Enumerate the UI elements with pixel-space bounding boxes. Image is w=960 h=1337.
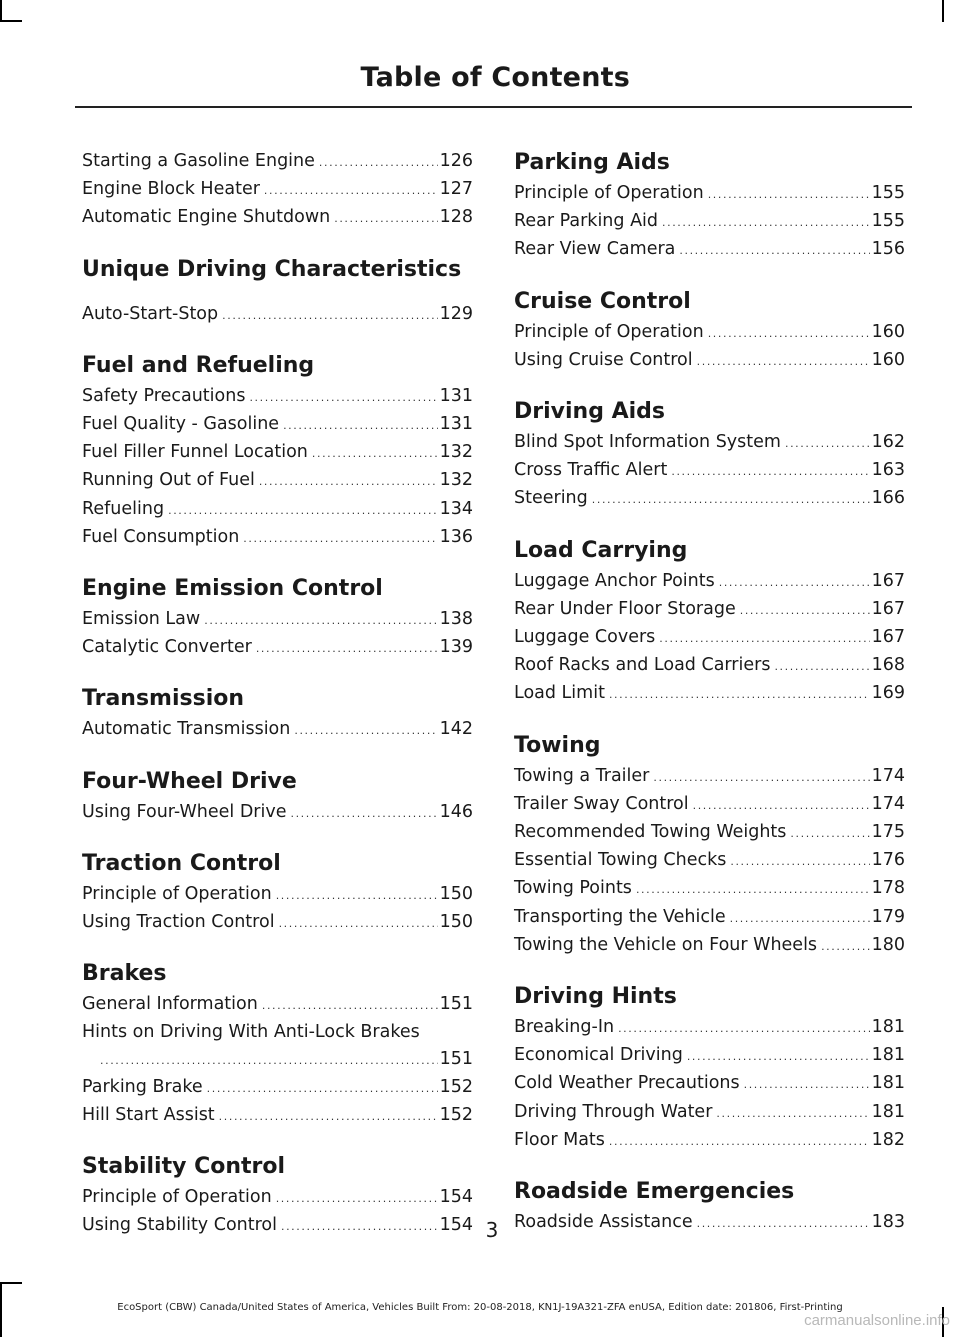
section-heading: Four-Wheel Drive (82, 768, 297, 794)
toc-entry-title: Hints on Driving With Anti-Lock Brakes (82, 1022, 420, 1043)
toc-entry-title: Trailer Sway Control (514, 793, 689, 814)
toc-entry[interactable] (82, 496, 473, 524)
toc-entry[interactable] (82, 1102, 473, 1130)
section-heading: Unique Driving Characteristics (82, 256, 462, 282)
dot-leader (262, 993, 438, 1019)
toc-entry-page: 150 (439, 883, 473, 904)
toc-entry-title: Using Stability Control (82, 1215, 277, 1236)
toc-entry-page: 131 (439, 414, 473, 435)
toc-entry[interactable] (514, 847, 905, 875)
toc-entry-page: 152 (439, 1105, 473, 1126)
section-heading: Towing (514, 732, 601, 758)
dot-leader (334, 206, 437, 232)
toc-entry-leader-line (82, 1046, 473, 1074)
toc-entry-page: 167 (871, 627, 905, 648)
toc-entry-title: Principle of Operation (82, 883, 272, 904)
toc-entry[interactable] (82, 301, 473, 329)
toc-entry-page: 174 (871, 793, 905, 814)
dot-leader (256, 636, 438, 662)
toc-entry-page: 160 (871, 321, 905, 342)
section-heading: Roadside Emergencies (514, 1179, 795, 1205)
dot-leader (204, 608, 437, 634)
toc-entry-page: 154 (439, 1187, 473, 1208)
toc-entry[interactable] (82, 1019, 473, 1073)
section-heading: Fuel and Refueling (82, 352, 315, 378)
toc-entry-title: Starting a Gasoline Engine (82, 151, 315, 171)
toc-entry-page: 151 (439, 994, 473, 1015)
section-heading: Transmission (82, 686, 245, 712)
dot-leader (609, 682, 870, 708)
toc-entry-page: 163 (871, 460, 905, 481)
dot-leader (636, 877, 870, 903)
toc-entry-page: 181 (871, 1101, 905, 1122)
toc-entry[interactable] (82, 716, 473, 744)
toc-entry-title: Principle of Operation (82, 1187, 272, 1208)
toc-entry-page: 182 (871, 1129, 905, 1150)
toc-entry-page: 181 (871, 1045, 905, 1066)
toc-entry-page: 179 (871, 906, 905, 927)
toc-entry-title: Emission Law (82, 609, 201, 630)
toc-section (82, 849, 473, 937)
toc-entry-title: Automatic Engine Shutdown (82, 207, 331, 228)
toc-entry[interactable] (82, 634, 473, 662)
dot-leader (243, 526, 437, 552)
toc-section (514, 536, 905, 709)
dot-leader (276, 1186, 438, 1212)
toc-entry-page: 146 (439, 801, 473, 822)
toc-entry-page: 136 (439, 526, 473, 547)
dot-leader (730, 906, 870, 932)
crop-mark-top-right (942, 0, 944, 22)
dot-leader (222, 303, 437, 329)
dot-leader (659, 626, 869, 652)
dot-leader (719, 570, 870, 596)
toc-entry[interactable] (514, 932, 905, 960)
section-heading: Stability Control (82, 1154, 286, 1180)
toc-entry[interactable] (514, 236, 905, 264)
toc-entry-title: Roadside Assistance (514, 1212, 693, 1233)
dot-leader (716, 1101, 869, 1127)
toc-entry[interactable] (514, 347, 905, 375)
dot-leader (290, 801, 437, 827)
toc-entry[interactable] (514, 180, 905, 208)
section-heading: Parking Aids (514, 150, 670, 175)
toc-entry[interactable] (514, 652, 905, 680)
toc-entry-page: 128 (439, 207, 473, 228)
toc-entry-page: 183 (871, 1212, 905, 1233)
page-number: 3 (485, 1218, 499, 1242)
section-heading: Traction Control (82, 850, 281, 876)
toc-entry-title: Using Traction Control (82, 912, 275, 933)
dot-leader (249, 385, 437, 411)
toc-entry-page: 181 (871, 1073, 905, 1094)
toc-entry[interactable] (82, 606, 473, 634)
dot-leader (312, 441, 438, 467)
toc-entry-page: 169 (871, 683, 905, 704)
toc-entry-title: Fuel Quality - Gasoline (82, 414, 280, 435)
toc-entry-page: 151 (439, 1048, 473, 1069)
toc-entry[interactable] (514, 624, 905, 652)
toc-entry[interactable] (514, 596, 905, 624)
toc-entry-title: Safety Precautions (82, 385, 246, 406)
toc-entry[interactable] (514, 1070, 905, 1098)
toc-entry-page: 180 (871, 934, 905, 955)
toc-entry[interactable] (82, 881, 473, 909)
toc-entry-page: 175 (871, 822, 905, 843)
toc-entry[interactable] (514, 819, 905, 847)
toc-entry-page: 181 (871, 1017, 905, 1038)
section-heading: Brakes (82, 961, 167, 987)
toc-entry[interactable] (82, 411, 473, 439)
toc-section (82, 959, 473, 1130)
dot-leader (774, 654, 869, 680)
toc-section (514, 982, 905, 1155)
toc-entry-title: Towing a Trailer (514, 765, 650, 786)
dot-leader (609, 1129, 870, 1155)
dot-leader (679, 238, 869, 264)
toc-entry[interactable] (82, 439, 473, 467)
toc-left-column (82, 148, 473, 1241)
dot-leader (276, 883, 438, 909)
toc-entry[interactable] (82, 991, 473, 1019)
toc-entry[interactable] (514, 1127, 905, 1155)
dot-leader (740, 598, 870, 624)
dot-leader (283, 413, 438, 439)
toc-entry-title: Engine Block Heater (82, 179, 260, 200)
toc-entry-title: Principle of Operation (514, 321, 704, 342)
toc-entry-title: Using Four-Wheel Drive (82, 801, 287, 822)
toc-entry[interactable] (514, 875, 905, 903)
section-heading: Driving Aids (514, 399, 666, 425)
toc-entry-title: Economical Driving (514, 1045, 683, 1066)
toc-entry-page: 150 (439, 912, 473, 933)
section-heading: Load Carrying (514, 537, 688, 563)
dot-leader (708, 321, 870, 347)
dot-leader (168, 498, 438, 524)
toc-entry-title: Driving Through Water (514, 1101, 713, 1122)
toc-entry-page: 167 (871, 570, 905, 591)
toc-entry-title: General Information (82, 994, 258, 1015)
toc-entry[interactable] (82, 799, 473, 827)
toc-entry[interactable] (514, 319, 905, 347)
watermark: carmanualsonline.info (804, 1312, 950, 1329)
toc-entry[interactable] (82, 204, 473, 232)
toc-entry[interactable] (514, 1042, 905, 1070)
toc-section (82, 767, 473, 827)
section-heading: Driving Hints (514, 984, 677, 1010)
toc-entry[interactable] (82, 524, 473, 552)
dot-leader (207, 1076, 438, 1102)
toc-entry-title: Breaking-In (514, 1017, 615, 1038)
toc-entry-title: Cold Weather Precautions (514, 1073, 740, 1094)
toc-entry-title: Cross Traffic Alert (514, 460, 668, 481)
toc-entry-title: Parking Brake (82, 1076, 203, 1097)
dot-leader (592, 487, 870, 513)
toc-entry-page: 126 (439, 151, 473, 171)
toc-entry[interactable] (82, 148, 473, 176)
page-title: Table of Contents (360, 62, 630, 93)
section-heading: Cruise Control (514, 288, 691, 314)
toc-entry-page: 154 (439, 1215, 473, 1236)
toc-entry-title: Using Cruise Control (514, 349, 693, 370)
dot-leader (821, 934, 870, 960)
toc-entry-title: Refueling (82, 498, 165, 519)
toc-entry-page: 160 (871, 349, 905, 370)
toc-entry[interactable] (514, 1014, 905, 1042)
toc-entry-page: 127 (439, 179, 473, 200)
toc-entry-title: Recommended Towing Weights (514, 822, 787, 843)
toc-entry[interactable] (514, 791, 905, 819)
toc-entry-page: 155 (871, 211, 905, 232)
toc-entry[interactable] (514, 457, 905, 485)
dot-leader (697, 349, 870, 375)
dot-leader (618, 1016, 870, 1042)
toc-entry-title: Principle of Operation (514, 183, 704, 203)
toc-entry-title: Fuel Consumption (82, 526, 240, 547)
toc-section (514, 287, 905, 375)
toc-entry-title: Floor Mats (514, 1129, 605, 1150)
toc-entry[interactable] (514, 763, 905, 791)
crop-mark-top-left-h (0, 20, 22, 22)
toc-entry[interactable] (514, 904, 905, 932)
toc-entry-title: Steering (514, 488, 588, 509)
header-divider (75, 106, 912, 108)
section-heading: Engine Emission Control (82, 576, 383, 602)
dot-leader (662, 210, 870, 236)
toc-entry[interactable] (514, 1099, 905, 1127)
toc-section (514, 397, 905, 514)
toc-section (514, 148, 905, 265)
toc-entry-page: 174 (871, 765, 905, 786)
toc-entry-title: Rear Under Floor Storage (514, 598, 736, 619)
toc-entry[interactable] (514, 429, 905, 457)
toc-entry-page: 162 (871, 432, 905, 453)
dot-leader (708, 182, 870, 208)
dot-leader (294, 718, 437, 744)
dot-leader (730, 849, 869, 875)
toc-entry[interactable] (82, 467, 473, 495)
toc-entry-page: 156 (871, 239, 905, 260)
toc-section (82, 684, 473, 744)
toc-entry-page: 142 (439, 719, 473, 740)
toc-entry-page: 139 (439, 637, 473, 658)
toc-entry-page: 166 (871, 488, 905, 509)
toc-entry[interactable] (514, 680, 905, 708)
toc-section (82, 148, 473, 233)
toc-entry-title: Auto-Start-Stop (82, 303, 219, 324)
crop-mark-top-left (0, 0, 2, 22)
toc-entry-page: 132 (439, 470, 473, 491)
toc-entry-title: Luggage Covers (514, 627, 656, 648)
toc-entry-title: Load Limit (514, 683, 605, 704)
toc-entry-title: Blind Spot Information System (514, 432, 781, 453)
toc-entry-page: 131 (439, 385, 473, 406)
toc-entry-title: Hill Start Assist (82, 1105, 215, 1126)
toc-entry[interactable] (82, 1184, 473, 1212)
toc-section (82, 574, 473, 662)
toc-entry-title: Transporting the Vehicle (514, 906, 726, 927)
toc-right-column (514, 148, 905, 1237)
toc-entry-title: Fuel Filler Funnel Location (82, 442, 308, 463)
toc-entry-page: 167 (871, 598, 905, 619)
dot-leader (279, 911, 438, 937)
toc-entry[interactable] (82, 1074, 473, 1102)
toc-entry-title: Rear Parking Aid (514, 211, 659, 232)
toc-entry-title: Rear View Camera (514, 239, 676, 260)
toc-entry-page: 178 (871, 878, 905, 899)
dot-leader (653, 765, 869, 791)
footer-edition-info: EcoSport (CBW) Canada/United States of America, Vehicles Built From: 20-08-2018, KN1J-19A321-ZFA enUSA, Edition date: 201806, First-Printing (117, 1302, 843, 1313)
dot-leader (744, 1072, 870, 1098)
toc-entry-title: Luggage Anchor Points (514, 570, 715, 591)
toc-entry[interactable] (514, 208, 905, 236)
toc-entry-title: Automatic Transmission (82, 719, 291, 740)
toc-section (514, 731, 905, 960)
toc-entry-page: 176 (871, 850, 905, 871)
toc-entry-title: Catalytic Converter (82, 637, 252, 658)
toc-entry-page: 134 (439, 498, 473, 519)
toc-entry[interactable] (514, 568, 905, 596)
toc-entry-page: 152 (439, 1076, 473, 1097)
crop-mark-bottom-left-h (0, 1282, 22, 1284)
dot-leader (693, 793, 870, 819)
toc-section (82, 351, 473, 552)
toc-entry-title: Running Out of Fuel (82, 470, 255, 491)
toc-entry-page: 129 (439, 303, 473, 324)
toc-entry[interactable] (514, 485, 905, 513)
toc-entry-page: 132 (439, 442, 473, 463)
dot-leader (100, 1048, 438, 1074)
dot-leader (259, 469, 438, 495)
toc-entry-title: Roof Racks and Load Carriers (514, 655, 771, 676)
toc-entry-page: 155 (871, 183, 905, 203)
dot-leader (790, 821, 869, 847)
dot-leader (785, 431, 870, 457)
toc-entry-title: Towing the Vehicle on Four Wheels (514, 934, 818, 955)
toc-entry-title: Essential Towing Checks (514, 850, 727, 871)
toc-entry-page: 168 (871, 655, 905, 676)
dot-leader (687, 1044, 870, 1070)
dot-leader (319, 150, 438, 176)
toc-entry-title: Towing Points (514, 878, 632, 899)
toc-entry-page: 138 (439, 609, 473, 630)
toc-section (82, 255, 473, 329)
dot-leader (264, 178, 438, 204)
dot-leader (671, 459, 869, 485)
toc-entry[interactable] (82, 909, 473, 937)
dot-leader (219, 1104, 438, 1130)
toc-entry[interactable] (82, 383, 473, 411)
toc-entry[interactable] (82, 176, 473, 204)
